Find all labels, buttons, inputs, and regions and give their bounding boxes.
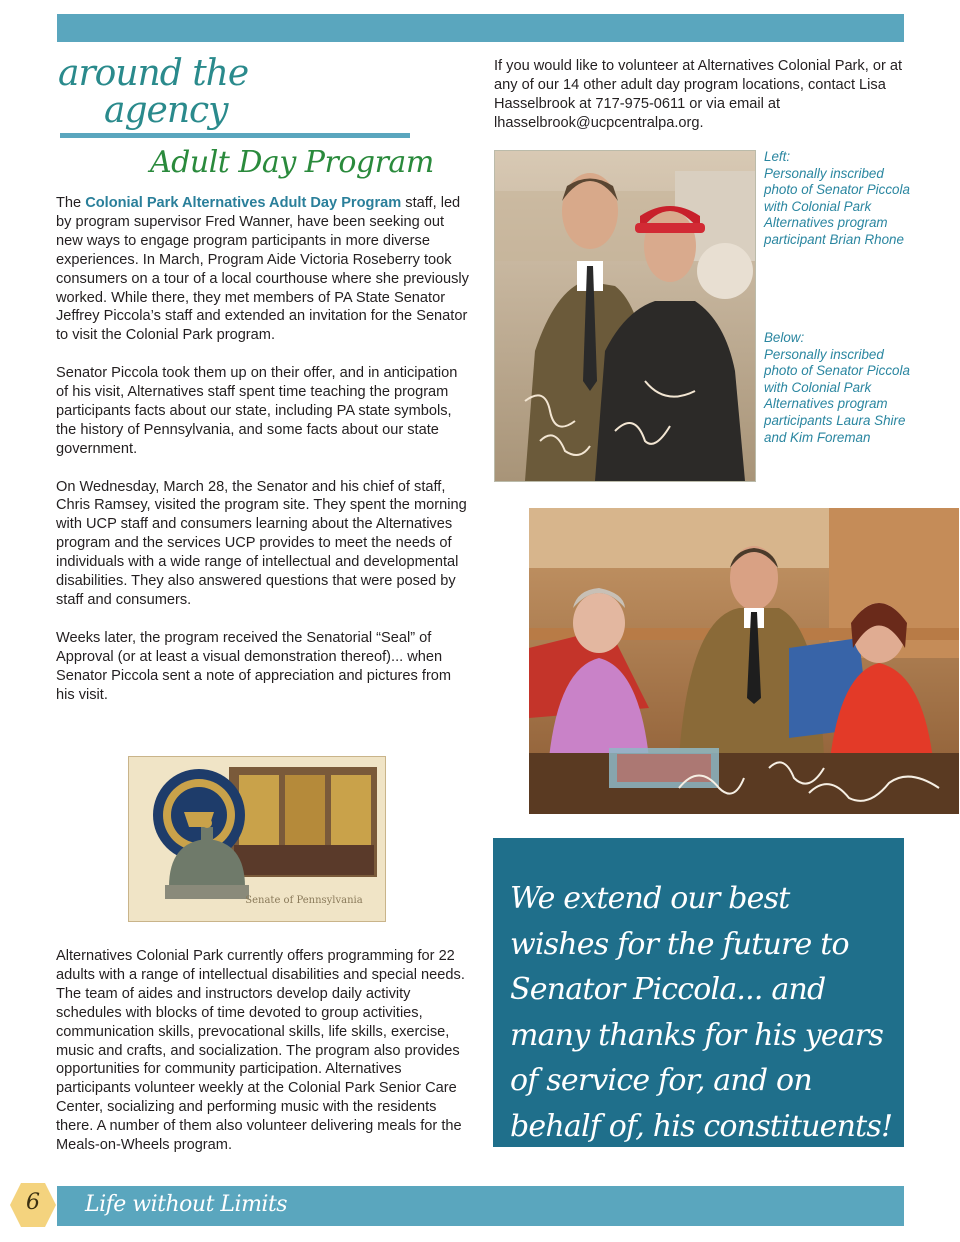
photo-senator-with-brian [494,150,756,482]
page-number: 6 [26,1190,40,1215]
section-title-agency: agency [104,90,228,131]
photo-senator-with-laura-and-kim [529,508,959,814]
section-title-around: around the [58,53,249,94]
article-body-left [56,194,471,723]
article-title: Adult Day Program [150,145,434,180]
paragraph-2: Senator Piccola took them up on their offer, and in anticipation of his visit, Alternatives staff spent time teaching the program participants facts about our state, including PA state symbols, the history of Pennsylvania, and some facts about our state government. [56,365,458,457]
caption-left-label: Left: [764,149,791,164]
photo-senator-with-laura-and-kim-graphic [529,508,959,814]
caption-below-text: Personally inscribed photo of Senator Piccola with Colonial Park Alternatives program participants Laura Shire and Kim Foreman [764,346,910,445]
footer-publication-title: Life without Limits [85,1192,288,1217]
quote-text: We extend our best wishes for the future to Senator Piccola... and many thanks for his years of service for, and on behalf of, his constituents! [510,881,893,1144]
seal-caption: Senate of Pennsylvania [245,895,363,906]
paragraph-5: Alternatives Colonial Park currently offers programming for 22 adults with a range of intellectual disabilities and special needs. The team of aides and instructors develop daily activity schedules with blocks of time devoted to group activities, communication skills, prevocational skills, life skills, exercise, music and crafts, and socialization. The program also provides opportunities for community participation. Alternatives participants volunteer weekly at the Colonial Park Senior Care Center, socializing and performing music with the residents there. A number of them also volunteer delivering meals for the Meals-on-Wheels program. [56,948,465,1154]
senate-seal-graphic [129,757,385,921]
senate-seal-image [128,756,386,922]
title-underline [60,133,410,138]
caption-left-photo [764,149,914,249]
caption-below-photo [764,330,914,446]
volunteer-paragraph: If you would like to volunteer at Alternatives Colonial Park, or at any of our 14 other adult day program locations, contact Lisa Hasselbrook at 717-975-0611 or via email at lhasselbrook@ucpcentralpa.org. [494,58,903,131]
paragraph-1: The Colonial Park Alternatives Adult Day Program staff, led by program supervisor Fred Wanner, have been seeking out new ways to engage program participants in more diverse experiences. In March, Program Aide Victoria Roseberry took consumers on a tour of a local courthouse where she previously worked. While there, they met members of PA State Senator Jeffrey Piccola’s staff and extended an invitation for the Senator to visit the Colonial Park program. [56,195,469,344]
top-accent-bar [57,14,904,42]
program-name-highlight: Colonial Park Alternatives Adult Day Program [85,195,402,211]
paragraph-3: On Wednesday, March 28, the Senator and his chief of staff, Chris Ramsey, visited the program site. They spent the morning with UCP staff and consumers learning about the Alternatives program and the services UCP provides to meet the needs of individuals with a wide range of intellectual and developmental disabilities. They also answered questions that were posed by staff and consumers. [56,478,467,608]
photo-senator-with-brian-graphic [495,151,755,481]
caption-left-text: Personally inscribed photo of Senator Piccola with Colonial Park Alternatives program participant Brian Rhone [764,165,910,247]
caption-below-label: Below: [764,330,805,345]
article-body-left-bottom [56,947,471,1174]
paragraph-4: Weeks later, the program received the Senatorial “Seal” of Approval (or at least a visual demonstration thereof)... when Senator Piccola sent a note of appreciation and pictures from his visit. [56,629,452,703]
